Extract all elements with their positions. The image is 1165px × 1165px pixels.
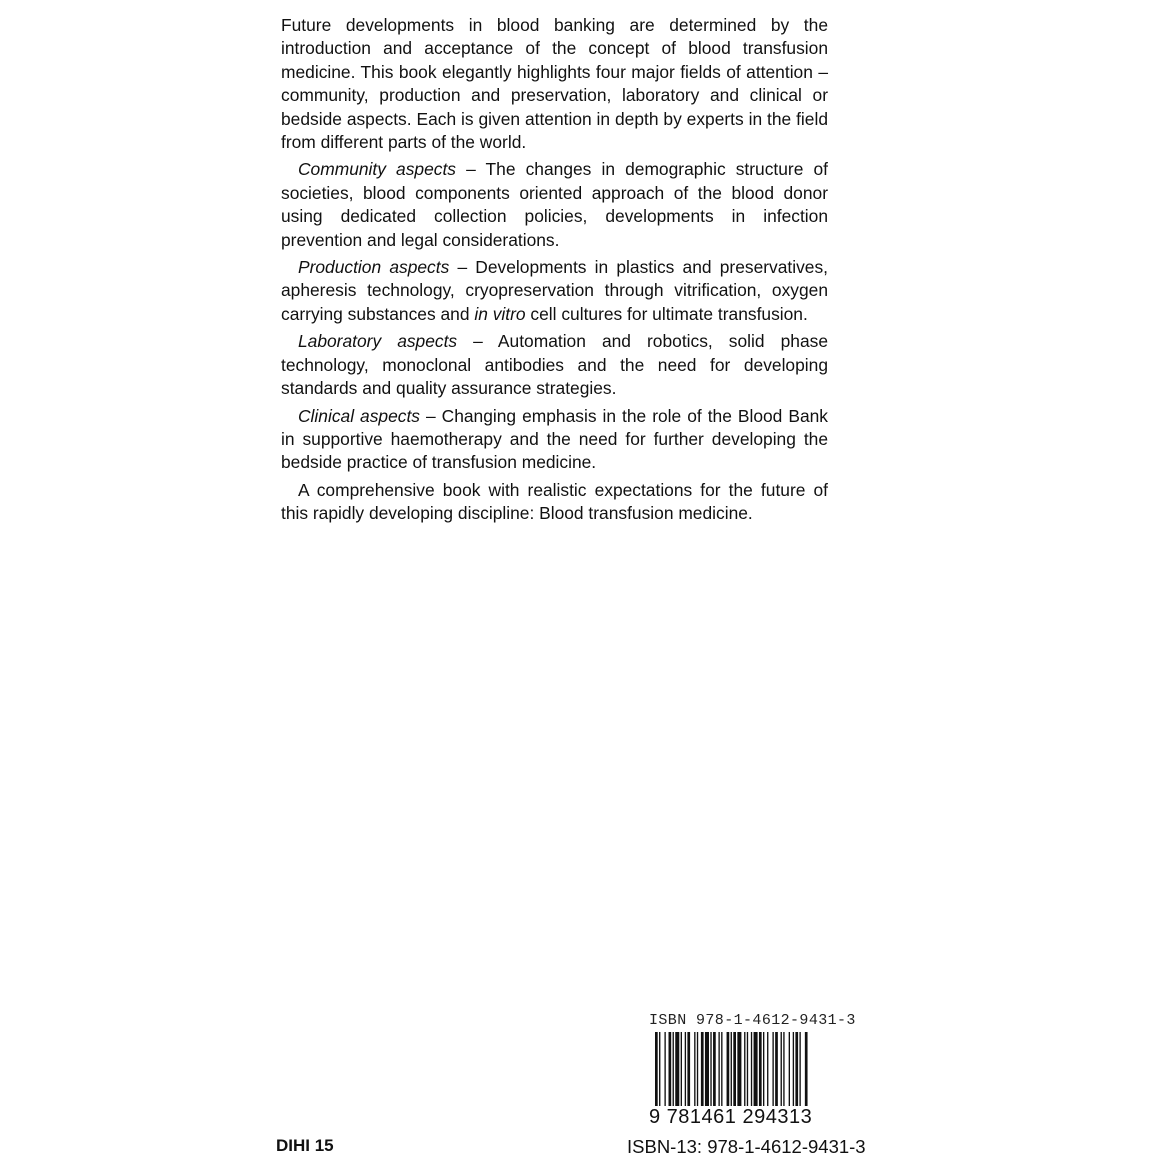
barcode-bar [795,1032,798,1116]
barcode-bar [718,1032,719,1116]
barcode-bar [754,1032,758,1116]
barcode-bar [759,1032,762,1116]
barcode-bar [675,1032,679,1116]
barcode-bar [681,1032,682,1116]
barcode-digits: 9 781461 294313 [649,1106,813,1128]
laboratory-paragraph [281,330,828,400]
barcode-bar [721,1032,722,1116]
barcode-bar [694,1032,695,1116]
laboratory-text: – Automation and robotics, solid phase technology, monoclonal antibodies and the need for developing standards and quality assurance strategies. [281,331,828,399]
barcode-bar [701,1032,704,1116]
back-cover-blurb [281,14,828,530]
production-heading: Production aspects [298,257,450,278]
barcode-bar [781,1032,782,1116]
barcode-bar [783,1032,784,1116]
barcode-bar [751,1032,752,1116]
clinical-heading: Clinical aspects [298,405,420,426]
intro-paragraph: Future developments in blood banking are determined by the introduction and acceptance of the concept of blood transfusion medicine. This book elegantly highlights four major fields of attention – community, production and preservation, laboratory and clinical or bedside aspects. Each is given attention in depth by experts in the field from different parts of the world. [281,15,828,153]
barcode-bar [705,1032,709,1116]
production-text-b: cell cultures for ultimate transfusion. [525,303,808,324]
barcode-bar [687,1032,690,1116]
clinical-text: – Changing emphasis in the role of the Blood Bank in supportive haemotherapy and the need for further developing the bedside practice of transfusion medicine. [281,405,828,473]
barcode-bar [775,1032,778,1116]
community-paragraph [281,158,828,252]
isbn-barcode-block [627,1012,907,1162]
production-text-a: – Developments in plastics and preservatives, apheresis technology, cryopreservation through vitrification, oxygen carrying substances and [281,257,828,324]
barcode-bar [713,1032,716,1116]
barcode-bar [744,1032,745,1116]
barcode-bar [673,1032,674,1116]
barcode-bar [727,1032,730,1116]
closing-paragraph: A comprehensive book with realistic expectations for the future of this rapidly developing discipline: Blood transfusion medicine. [281,479,828,524]
product-code-label: DIHI 15 [276,1136,334,1155]
barcode-bar [793,1032,794,1116]
barcode-bar [767,1032,768,1116]
barcode-bar [772,1032,773,1116]
barcode-bar [710,1032,711,1116]
barcode-bar [733,1032,736,1116]
barcode-bar [789,1032,790,1116]
barcode-bar [664,1032,665,1116]
in-vitro-term: in vitro [474,303,526,324]
community-text: – The changes in demographic structure of societies, blood components oriented approach of the blood donor using dedicated collection policies, developments in infection prevention and legal considerations. [281,159,828,250]
production-paragraph [281,256,828,326]
isbn-top-label: ISBN 978-1-4612-9431-3 [649,1012,856,1029]
barcode-bar [669,1032,672,1116]
barcode-bar [763,1032,764,1116]
barcode-bar [747,1032,748,1116]
barcode-bar [685,1032,686,1116]
laboratory-heading: Laboratory aspects [298,331,458,352]
isbn13-label: ISBN-13: 978-1-4612-9431-3 [627,1136,866,1157]
community-heading: Community aspects [298,159,456,180]
barcode-bar [697,1032,698,1116]
barcode-bar [737,1032,741,1116]
clinical-paragraph [281,405,828,475]
